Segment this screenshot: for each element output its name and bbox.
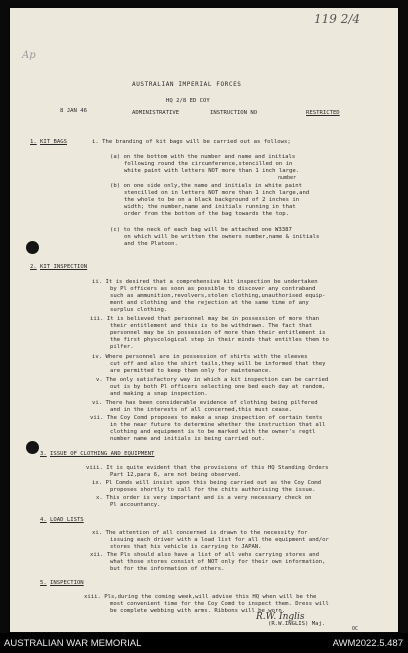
para-ii-line-4: ment and clothing and the rejection at the same time of any [110, 300, 309, 306]
punch-hole-bottom [26, 441, 39, 454]
para-ii-line-2: by Pl officers as soon as possible to discover any contraband [110, 286, 316, 292]
para-b-line-1: (b) on one side only,the name and initials in white paint [110, 183, 302, 189]
para-viii-line-2: Part 12,para 6, are not being observed. [110, 472, 242, 478]
para-vi-line-1: vi. There has been considerable evidence of clothing being pilfered [92, 400, 318, 406]
corner-pencil-mark: Ap [22, 50, 36, 61]
number-insert: number [278, 175, 297, 181]
para-vi-line-2: and in the interests of all concerned,this must cease. [110, 407, 292, 413]
para-b-line-3: the whole to be on a black background of 2 inches in [124, 197, 300, 203]
para-c-line-3: and the Platoon. [124, 241, 178, 247]
para-xii-line-3: but for the information of others. [110, 566, 225, 572]
instruction-label: INSTRUCTION NO [210, 110, 258, 116]
unit-line: HQ 2/8 ED COY [166, 98, 210, 104]
para-b-line-4: width; the number,name and initials running in that [124, 204, 296, 210]
section-3-title: ISSUE OF CLOTHING AND EQUIPMENT [50, 451, 155, 457]
para-vii-line-4: number name and initials is being carried out. [110, 436, 265, 442]
para-iii-line-2: their entitlement and this is to be withdrawn. The fact that [110, 323, 313, 329]
para-vii-line-3: clothing and equipment is to be marked with the owner's regtl [110, 429, 316, 435]
para-xi-line-3: stores that his vehicle is carrying to JAPAN. [110, 544, 262, 550]
para-viii-line-1: viii. It is quite evident that the provisions of this HQ Standing Orders [86, 465, 329, 471]
para-xii-line-2: what those stores consist of NOT only for their own information, [110, 559, 326, 565]
para-vii-line-1: vii. The Coy Comd proposes to make a snap inspection of certain tents [90, 415, 323, 421]
section-2-number: 2. [30, 264, 37, 270]
para-iii-line-4: the first physcological step in their minds that entitles them to [110, 337, 329, 343]
document-page [10, 8, 398, 632]
date-line: 8 JAN 46 [60, 108, 87, 114]
footer-accession-number: AWM2022.5.487 [332, 638, 403, 649]
para-ix-line-1: ix. Pl Comds will insist upon this being carried out as the Coy Comd [92, 480, 322, 486]
para-v-line-2: out is by both Pl officers selecting one bed each day at random, [110, 384, 326, 390]
para-xi-line-2: issuing each driver with a load list for all the equipment and/or [110, 537, 329, 543]
handwritten-page-number: 119 2/4 [314, 12, 361, 26]
section-5-title: INSPECTION [50, 580, 84, 586]
footer-institution: AUSTRALIAN WAR MEMORIAL [4, 638, 142, 649]
para-xiii-line-2: most convenient time for the Coy Comd to inspect them. Dress will [110, 601, 329, 607]
section-4-title: LOAD LISTS [50, 517, 84, 523]
para-xii-line-1: xii. The Pls should also have a list of all vehs carrying stores and [90, 552, 320, 558]
para-xiii-line-3: be complete webbing with arms. Ribbons will be worn. [110, 608, 286, 614]
para-ix-line-2: proposes shortly to call for the chits authorising the issue. [110, 487, 316, 493]
archive-footer [0, 633, 408, 653]
para-i: i. The branding of kit bags will be carried out as follows; [92, 139, 291, 145]
signatory-role: OC [352, 626, 359, 632]
signature-scrawl: R.W. Inglis [256, 612, 305, 622]
para-b-line-2: stencilled on in letters NOT more than 1 inch large,and [124, 190, 310, 196]
para-iv-line-1: iv. Where personnel are in possession of shirts with the sleeves [92, 354, 308, 360]
para-iv-line-3: are permitted to keep them only for maintenance. [110, 368, 272, 374]
signatory-name: (R.W.INGLIS) Maj. [268, 621, 326, 627]
section-4-number: 4. [40, 517, 47, 523]
section-1-number: 1. [30, 139, 37, 145]
classification-label: RESTRICTED [306, 110, 340, 116]
para-iii-line-5: pilfer. [110, 344, 134, 350]
para-v-line-1: v. The only satisfactory way in which a kit inspection can be carried [96, 377, 329, 383]
para-xiii-line-1: xiii. Pls,during the coming week,will advise this HQ when will be the [84, 594, 317, 600]
section-3-number: 3. [40, 451, 47, 457]
para-v-line-3: and making a snap inspection. [110, 391, 208, 397]
para-a-line-2: following round the circumference,stencilled on in [124, 161, 293, 167]
para-c-line-1: (c) to the neck of each bag will be attached one W3387 [110, 227, 292, 233]
para-a-line-1: (a) on the bottom with the number and name and initials [110, 154, 296, 160]
doc-type: ADMINISTRATIVE [132, 110, 180, 116]
punch-hole-top [26, 241, 39, 254]
para-c-line-2: on which will be written the owners number,name & initials [124, 234, 320, 240]
para-ii-line-1: ii. It is desired that a comprehensive kit inspection be undertaken [92, 279, 318, 285]
para-b-line-5: order from the bottom of the bag towards the top. [124, 211, 290, 217]
para-iii-line-1: iii. It is believed that personnel may be in possession of more than [90, 316, 320, 322]
section-1-title: KIT BAGS [40, 139, 67, 145]
para-ii-line-3: such as ammunition,revolvers,stolen clothing,unauthorised equip- [110, 293, 326, 299]
para-a-line-3: white paint with letters NOT more than 1 inch large. [124, 168, 300, 174]
para-ii-line-5: surplus clothing. [110, 307, 168, 313]
para-xi-line-1: xi. The attention of all concerned is drawn to the necessity for [92, 530, 308, 536]
para-x-line-2: Pl accountancy. [110, 502, 161, 508]
para-vii-line-2: in the near future to determine whether the instruction that all [110, 422, 326, 428]
document-title: AUSTRALIAN IMPERIAL FORCES [132, 81, 242, 88]
para-x-line-1: x. This order is very important and is a very necessary check on [96, 495, 312, 501]
para-iv-line-2: cut off and also the shirt tails,they will be informed that they [110, 361, 326, 367]
section-2-title: KIT INSPECTION [40, 264, 88, 270]
section-5-number: 5. [40, 580, 47, 586]
para-iii-line-3: personnel may be in possession of more than their entitlement is [110, 330, 326, 336]
